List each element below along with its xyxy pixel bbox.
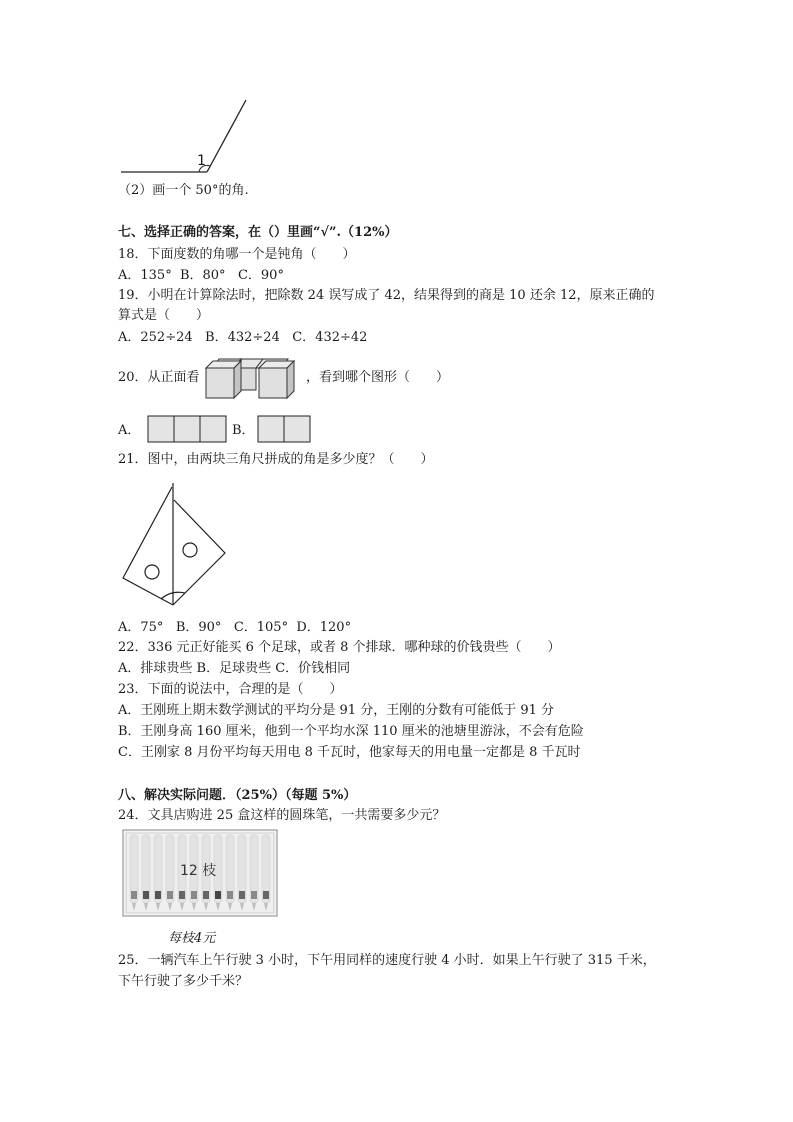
q19-text-line1: 19．小明在计算除法时，把除数 24 误写成了 42，结果得到的商是 10 还余 12，原来正确的 — [118, 288, 655, 303]
q17-part2: （2）画一个 50°的角. — [118, 183, 249, 198]
angle-label: 1 — [197, 153, 206, 169]
q19-options: A．252÷24 B．432÷24 C．432÷42 — [118, 330, 368, 345]
section8-title: 八、解决实际问题．（25%）（每题 5%） — [118, 788, 357, 803]
q23-option-b: B．王刚身高 160 厘米，他到一个平均水深 110 厘米的池塘里游泳，不会有危险 — [118, 724, 584, 739]
triangle-rulers-figure — [115, 480, 235, 610]
cube-figure — [204, 354, 304, 404]
q21-text: 21．图中，由两块三角尺拼成的角是多少度？（ ） — [118, 452, 434, 467]
q22-options: A．排球贵些 B．足球贵些 C．价钱相同 — [118, 661, 351, 676]
pen-price-caption: 每枝4元 — [168, 931, 216, 946]
pen-box-label: 12 枝 — [180, 863, 217, 879]
q23-option-a: A．王刚班上期末数学测试的平均分是 91 分，王刚的分数有可能低于 91 分 — [118, 703, 555, 718]
q20-text-before: 20．从正面看 — [118, 370, 200, 385]
q20-option-b-label: B． — [232, 423, 255, 438]
q20-option-b-figure — [257, 415, 313, 444]
q20-option-a-figure — [147, 415, 229, 444]
angle-figure — [115, 95, 255, 180]
q25-text-line2: 下午行驶了多少千米？ — [118, 974, 249, 989]
q25-text-line1: 25．一辆汽车上午行驶 3 小时，下午用同样的速度行驶 4 小时．如果上午行驶了 315 千米， — [118, 953, 656, 968]
section7-title: 七、选择正确的答案，在（）里画“√”.（12%） — [118, 225, 398, 240]
q18-options: A．135° B．80° C．90° — [118, 268, 284, 283]
q22-text: 22．336 元正好能买 6 个足球，或者 8 个排球．哪种球的价钱贵些（ ） — [118, 640, 561, 655]
q20-option-a-label: A． — [118, 423, 141, 438]
q19-text-line2: 算式是（ ） — [118, 308, 210, 323]
q23-text: 23．下面的说法中，合理的是（ ） — [118, 682, 343, 697]
q20-text-after: ，看到哪个图形（ ） — [306, 370, 450, 385]
q21-options: A．75° B．90° C．105° D．120° — [118, 620, 352, 635]
q24-text: 24．文具店购进 25 盒这样的圆珠笔，一共需要多少元？ — [118, 808, 446, 823]
q18-text: 18．下面度数的角哪一个是钝角（ ） — [118, 247, 356, 262]
q23-option-c: C．王刚家 8 月份平均每天用电 8 千瓦时，他家每天的用电量一定都是 8 千瓦时 — [118, 745, 581, 760]
